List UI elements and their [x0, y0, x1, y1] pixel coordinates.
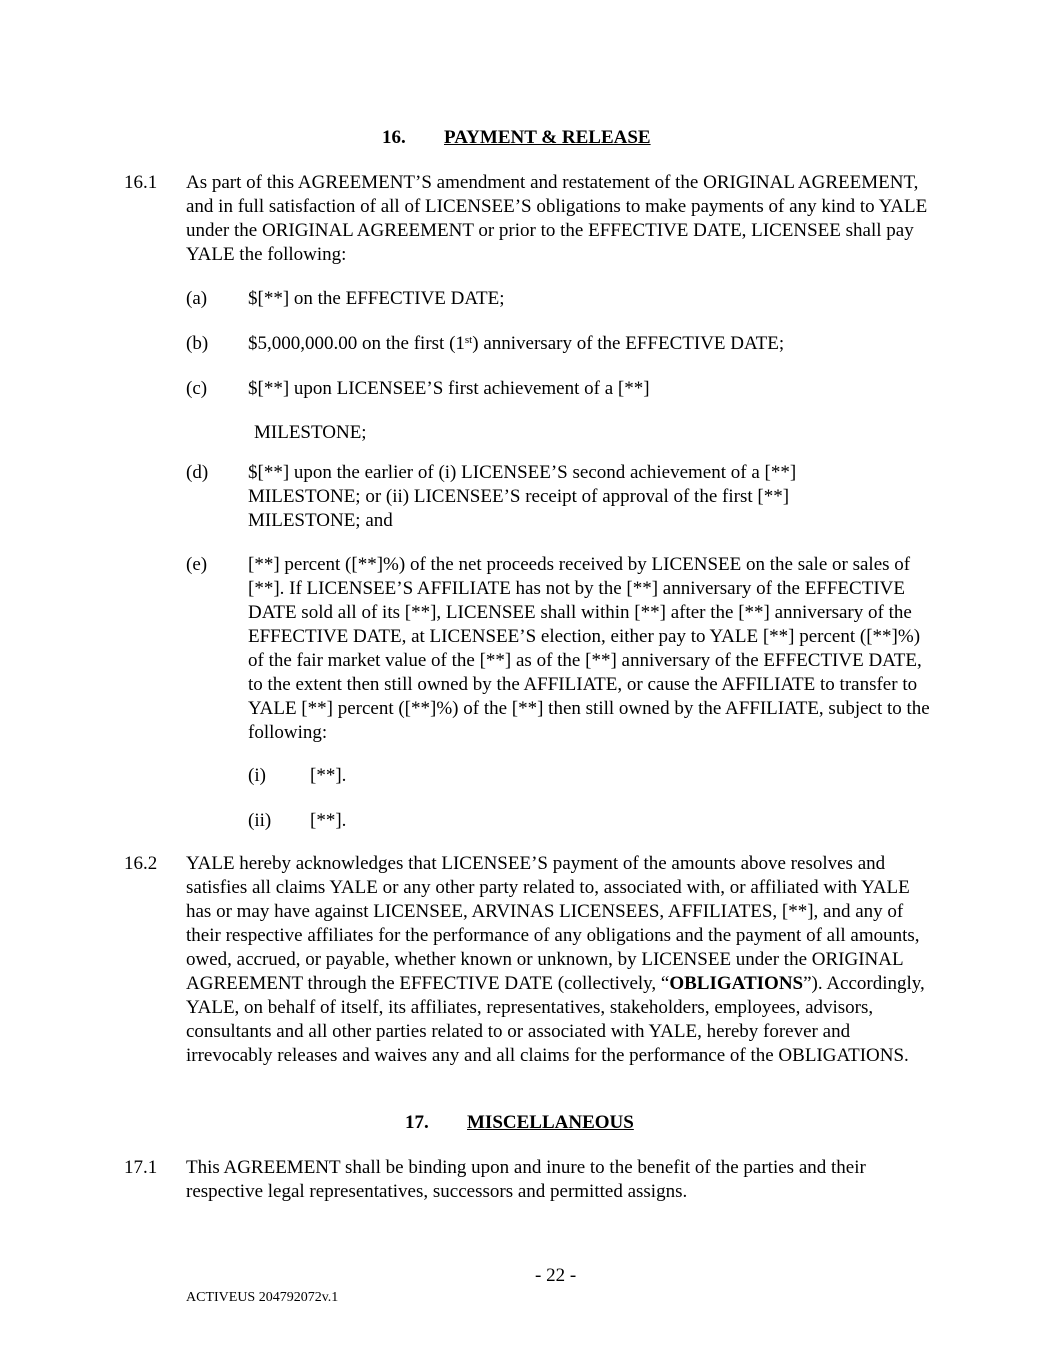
clause-16-2-text: [186, 852, 936, 1068]
obligations-defined-term: OBLIGATIONS: [669, 973, 804, 994]
clause-16-1-number: 16.1: [124, 172, 158, 193]
clause-16-2-text-before: YALE hereby acknowledges that LICENSEE’S payment of the amounts above resolves and satisfies all claims YALE or any other party related to, associated with, or affiliated with YALE has or may have against LICENSEE, ARVINAS LICENSEES, AFFILIATES, [**], and any of their respective affiliates for the performance of any obligations and the payment of all amounts, owed, accrued, or payable, whether known or unknown, by LICENSEE under the ORIGINAL AGREEMENT through the EFFECTIVE DATE (collectively, “: [186, 853, 920, 994]
item-b-text-before: $5,000,000.00 on the first (1: [248, 333, 465, 354]
clause-16-2-text-after: ”). Accordingly, YALE, on behalf of itself, its affiliates, representatives, stakeholders, employees, advisors, consultants and all other parties related to or associated with YALE, hereby forever and irrevocably releases and waives any and all claims for the performance of the OBLIGATIONS.: [186, 973, 925, 1066]
item-c-label: (c): [186, 378, 208, 399]
section-17-heading: [405, 1111, 634, 1135]
clause-16-1-text: As part of this AGREEMENT’S amendment and restatement of the ORIGINAL AGREEMENT, and in full satisfaction of all of LICENSEE’S obligations to make payments of any kind to YALE under the ORIGINAL AGREEMENT or prior to the EFFECTIVE DATE, LICENSEE shall pay YALE the following:: [186, 172, 928, 265]
item-c-continuation: MILESTONE;: [254, 422, 367, 443]
clause-17-1-text: This AGREEMENT shall be binding upon and inure to the benefit of the parties and their respective legal representatives, successors and permitted assigns.: [186, 1157, 866, 1202]
subitem-i-text: [**].: [310, 765, 347, 786]
section-16-number: 16.: [382, 127, 406, 148]
page-number: - 22 -: [535, 1265, 577, 1286]
item-b-label: (b): [186, 333, 209, 354]
subitem-ii-text: [**].: [310, 810, 347, 831]
item-b-text-after: ) anniversary of the EFFECTIVE DATE;: [472, 333, 785, 354]
document-id: ACTIVEUS 204792072v.1: [186, 1290, 339, 1305]
item-a-label: (a): [186, 288, 208, 309]
item-b-text: [248, 332, 938, 356]
item-a-text: $[**] on the EFFECTIVE DATE;: [248, 288, 505, 309]
subitem-ii-label: (ii): [248, 810, 272, 831]
clause-17-1-number: 17.1: [124, 1157, 158, 1178]
subitem-i-label: (i): [248, 765, 266, 786]
item-b-superscript: st: [464, 334, 473, 346]
item-d-text: $[**] upon the earlier of (i) LICENSEE’S second achievement of a [**] MILESTONE; or (ii) LICENSEE’S receipt of approval of the first [**] MILESTONE; and: [248, 462, 797, 531]
clause-16-2-number: 16.2: [124, 853, 158, 874]
section-16-heading: [382, 126, 651, 150]
section-17-title: MISCELLANEOUS: [467, 1112, 634, 1133]
section-16-title: PAYMENT & RELEASE: [444, 127, 651, 148]
item-d-label: (d): [186, 462, 209, 483]
section-17-number: 17.: [405, 1112, 429, 1133]
item-e-label: (e): [186, 554, 208, 575]
item-e-text: [**] percent ([**]%) of the net proceeds received by LICENSEE on the sale or sales of [**]. If LICENSEE’S AFFILIATE has not by the [**] anniversary of the EFFECTIVE DATE sold all of its [**], LICENSEE shall within [**] after the [**] anniversary of the EFFECTIVE DATE, at LICENSEE’S election, either pay to YALE [**] percent ([**]%) of the fair market value of the [**] as of the [**] anniversary of the EFFECTIVE DATE, to the extent then still owned by the AFFILIATE, or cause the AFFILIATE to transfer to YALE [**] percent ([**]%) of the [**] then still owned by the AFFILIATE, subject to the following:: [248, 554, 930, 743]
item-c-text: $[**] upon LICENSEE’S first achievement of a [**]: [248, 378, 650, 399]
